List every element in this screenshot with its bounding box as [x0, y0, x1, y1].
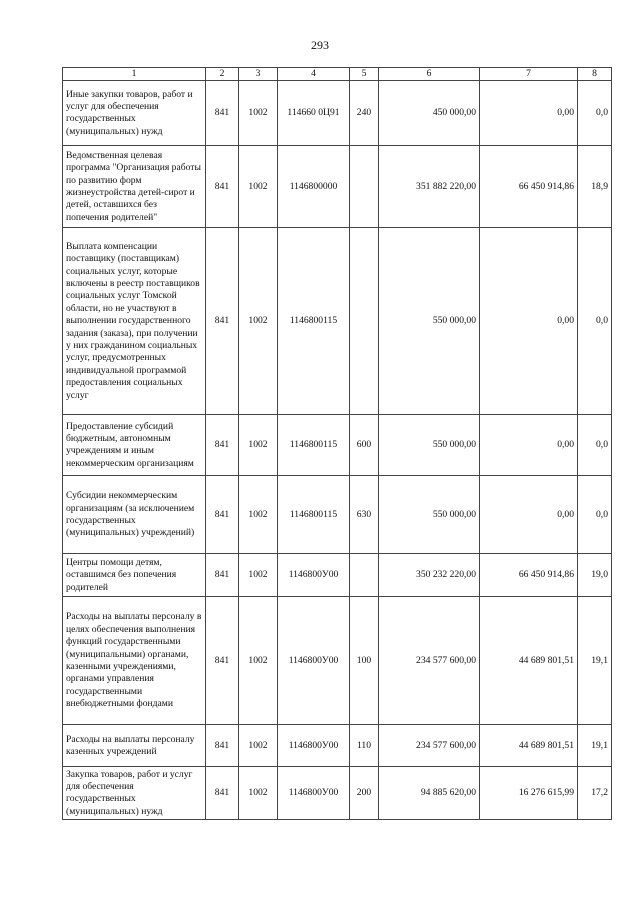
- row-section-code: 1002: [239, 415, 278, 476]
- row-percent: 0,0: [578, 415, 612, 476]
- row-name: Ведомственная целевая программа "Организация работы по развитию форм жизнеустройства детей-сирот и детей, оставшихся без попечения родителей": [63, 146, 206, 228]
- row-planned-amount: 94 885 620,00: [379, 767, 480, 820]
- row-expense-type: [350, 146, 379, 228]
- row-target-code: 114660 0Ц91: [278, 81, 350, 146]
- row-executed-amount: 16 276 615,99: [480, 767, 578, 820]
- row-expense-type: 240: [350, 81, 379, 146]
- table-row: [63, 554, 612, 597]
- row-expense-type: 200: [350, 767, 379, 820]
- row-target-code: 1146800115: [278, 476, 350, 554]
- row-executed-amount: 66 450 914,86: [480, 146, 578, 228]
- row-name: Иные закупки товаров, работ и услуг для обеспечения государственных (муниципальных) нужд: [63, 81, 206, 146]
- row-target-code: 1146800У00: [278, 767, 350, 820]
- table-row: [63, 81, 612, 146]
- row-percent: 17,2: [578, 767, 612, 820]
- row-executed-amount: 66 450 914,86: [480, 554, 578, 597]
- table-row: [63, 415, 612, 476]
- row-ministry-code: 841: [206, 476, 239, 554]
- table-row: [63, 146, 612, 228]
- header-row: [63, 68, 612, 81]
- header-col-1: 1: [63, 68, 206, 81]
- row-executed-amount: 0,00: [480, 415, 578, 476]
- row-planned-amount: 351 882 220,00: [379, 146, 480, 228]
- table-row: [63, 228, 612, 415]
- header-col-5: 5: [350, 68, 379, 81]
- row-ministry-code: 841: [206, 81, 239, 146]
- row-section-code: 1002: [239, 476, 278, 554]
- row-ministry-code: 841: [206, 767, 239, 820]
- row-section-code: 1002: [239, 146, 278, 228]
- row-target-code: 1146800000: [278, 146, 350, 228]
- row-planned-amount: 234 577 600,00: [379, 597, 480, 725]
- row-percent: 19,0: [578, 554, 612, 597]
- row-percent: 18,9: [578, 146, 612, 228]
- row-section-code: 1002: [239, 725, 278, 767]
- row-name: Центры помощи детям, оставшимся без попечения родителей: [63, 554, 206, 597]
- header-col-4: 4: [278, 68, 350, 81]
- row-name: Субсидии некоммерческим организациям (за исключением государственных (муниципальных) учреждений): [63, 476, 206, 554]
- budget-table: [62, 67, 612, 820]
- row-target-code: 1146800У00: [278, 554, 350, 597]
- row-planned-amount: 234 577 600,00: [379, 725, 480, 767]
- row-section-code: 1002: [239, 597, 278, 725]
- row-ministry-code: 841: [206, 725, 239, 767]
- row-section-code: 1002: [239, 81, 278, 146]
- row-target-code: 1146800У00: [278, 597, 350, 725]
- row-planned-amount: 550 000,00: [379, 415, 480, 476]
- table-row: [63, 476, 612, 554]
- row-executed-amount: 0,00: [480, 476, 578, 554]
- row-percent: 0,0: [578, 476, 612, 554]
- row-planned-amount: 550 000,00: [379, 476, 480, 554]
- row-expense-type: 110: [350, 725, 379, 767]
- row-target-code: 1146800115: [278, 228, 350, 415]
- row-name: Закупка товаров, работ и услуг для обеспечения государственных (муниципальных) нужд: [63, 767, 206, 820]
- row-expense-type: 630: [350, 476, 379, 554]
- table-row: [63, 767, 612, 820]
- row-planned-amount: 350 232 220,00: [379, 554, 480, 597]
- row-executed-amount: 44 689 801,51: [480, 725, 578, 767]
- header-col-3: 3: [239, 68, 278, 81]
- table-row: [63, 597, 612, 725]
- row-ministry-code: 841: [206, 554, 239, 597]
- row-section-code: 1002: [239, 228, 278, 415]
- row-percent: 19,1: [578, 597, 612, 725]
- row-ministry-code: 841: [206, 415, 239, 476]
- row-target-code: 1146800115: [278, 415, 350, 476]
- row-ministry-code: 841: [206, 597, 239, 725]
- row-name: Расходы на выплаты персоналу казенных учреждений: [63, 725, 206, 767]
- table-row: [63, 725, 612, 767]
- row-expense-type: 100: [350, 597, 379, 725]
- row-target-code: 1146800У00: [278, 725, 350, 767]
- row-ministry-code: 841: [206, 228, 239, 415]
- row-expense-type: 600: [350, 415, 379, 476]
- row-expense-type: [350, 228, 379, 415]
- row-executed-amount: 0,00: [480, 228, 578, 415]
- row-percent: 0,0: [578, 228, 612, 415]
- header-col-7: 7: [480, 68, 578, 81]
- row-executed-amount: 0,00: [480, 81, 578, 146]
- row-executed-amount: 44 689 801,51: [480, 597, 578, 725]
- row-planned-amount: 450 000,00: [379, 81, 480, 146]
- row-ministry-code: 841: [206, 146, 239, 228]
- row-section-code: 1002: [239, 767, 278, 820]
- row-name: Расходы на выплаты персоналу в целях обеспечения выполнения функций государственными (муниципальными) органами, казенными учреждениями, органами управления государственными внебюджетными фондами: [63, 597, 206, 725]
- row-planned-amount: 550 000,00: [379, 228, 480, 415]
- row-name: Выплата компенсации поставщику (поставщикам) социальных услуг, которые включены в реестр поставщиков социальных услуг Томской области, но не участвуют в выполнении государственного задания (заказа), при получении у них гражданином социальных услуг, предусмотренных индивидуальной программой предоставления социальных услуг: [63, 228, 206, 415]
- row-section-code: 1002: [239, 554, 278, 597]
- header-col-6: 6: [379, 68, 480, 81]
- row-name: Предоставление субсидий бюджетным, автономным учреждениям и иным некоммерческим организациям: [63, 415, 206, 476]
- row-percent: 0,0: [578, 81, 612, 146]
- row-expense-type: [350, 554, 379, 597]
- header-col-8: 8: [578, 68, 612, 81]
- page-number: 293: [311, 38, 329, 52]
- row-percent: 19,1: [578, 725, 612, 767]
- header-col-2: 2: [206, 68, 239, 81]
